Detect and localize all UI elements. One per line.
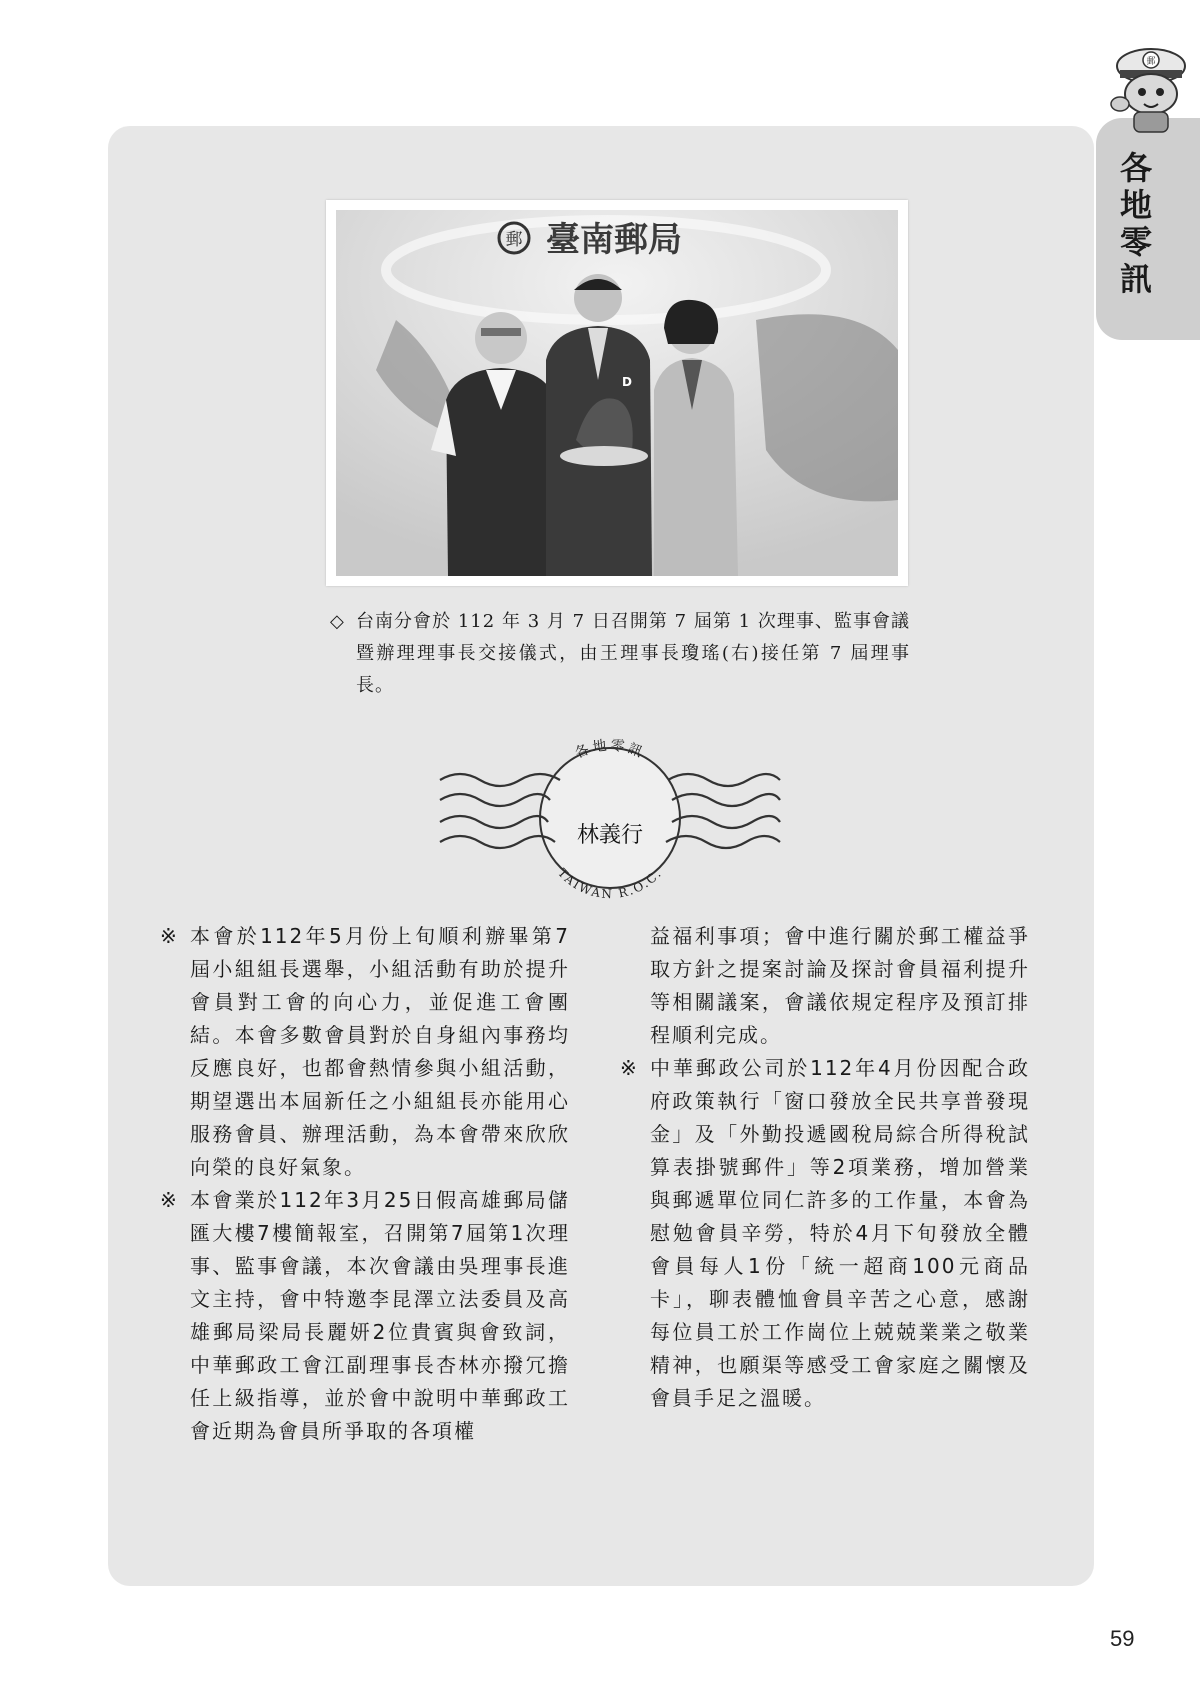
svg-text:郵: 郵	[1146, 57, 1156, 67]
article-column-left	[160, 920, 570, 1448]
article-item-3	[620, 1052, 1030, 1415]
stamp-bottom-text: TAIWAN R.O.C.	[555, 865, 665, 900]
reference-marker: ※	[620, 1056, 639, 1080]
article-item-2-continued	[620, 920, 1030, 1052]
vest-badge: D	[622, 375, 632, 389]
article-item-1-text: 本會於112年5月份上旬順利辦畢第7屆小組組長選舉，小組活動有助於提升會員對工會的向心力，並促進工會團結。本會多數會員對於自身組內事務均反應良好，也都會熱情參與小組活動，期望選出本屆新任之小組組長亦能用心服務會員、辦理活動，為本會帶來欣欣向榮的良好氣象。	[190, 924, 570, 1179]
stamp-name: 林義行	[576, 823, 644, 848]
sign-text: 臺南郵局	[546, 220, 682, 260]
article-item-2-text-right: 益福利事項；會中進行關於郵工權益爭取方針之提案討論及探討會員福利提升等相關議案，會議依規定程序及預訂排程順利完成。	[650, 924, 1030, 1047]
reference-marker: ※	[160, 1188, 179, 1212]
photo-caption	[330, 606, 910, 702]
article-item-3-text: 中華郵政公司於112年4月份因配合政府政策執行「窗口發放全民共享普發現金」及「外勤投遞國稅局綜合所得稅試算表掛號郵件」等2項業務，增加營業與郵遞單位同仁許多的工作量，本會為慰勉會員辛勞，特於4月下旬發放全體會員每人1份「統一超商100元商品卡」，聊表體恤會員辛苦之心意，感謝每位員工於工作崗位上兢兢業業之敬業精神，也願渠等感受工會家庭之關懷及會員手足之溫暖。	[650, 1056, 1030, 1410]
article-item-1	[160, 920, 570, 1184]
reference-marker: ※	[160, 924, 179, 948]
article-item-2	[160, 1184, 570, 1448]
mascot-illustration	[1106, 42, 1196, 134]
photo-frame	[326, 200, 908, 586]
postmark-stamp	[430, 730, 790, 900]
diamond-marker: ◇	[330, 611, 345, 632]
page-number: 59	[1110, 1626, 1135, 1651]
ceremony-photo	[336, 210, 898, 576]
stamp-top-text: 各地零訊	[572, 737, 648, 762]
logo-char: 郵	[505, 230, 523, 250]
section-tab-label: 各地零訊	[1119, 149, 1152, 298]
caption-text: 台南分會於 112 年 3 月 7 日召開第 7 屆第 1 次理事、監事會議暨辦理理事長交接儀式，由王理事長瓊瑤(右)接任第 7 屆理事長。	[356, 611, 910, 696]
article-column-right	[620, 920, 1030, 1415]
article-item-2-text-left: 本會業於112年3月25日假高雄郵局儲匯大樓7樓簡報室，召開第7屆第1次理事、監事會議，本次會議由吳理事長進文主持，會中特邀李昆澤立法委員及高雄郵局梁局長麗妍2位貴賓與會致詞，中華郵政工會江副理事長杏林亦撥冗擔任上級指導，並於會中說明中華郵政工會近期為會員所爭取的各項權	[190, 1188, 570, 1443]
